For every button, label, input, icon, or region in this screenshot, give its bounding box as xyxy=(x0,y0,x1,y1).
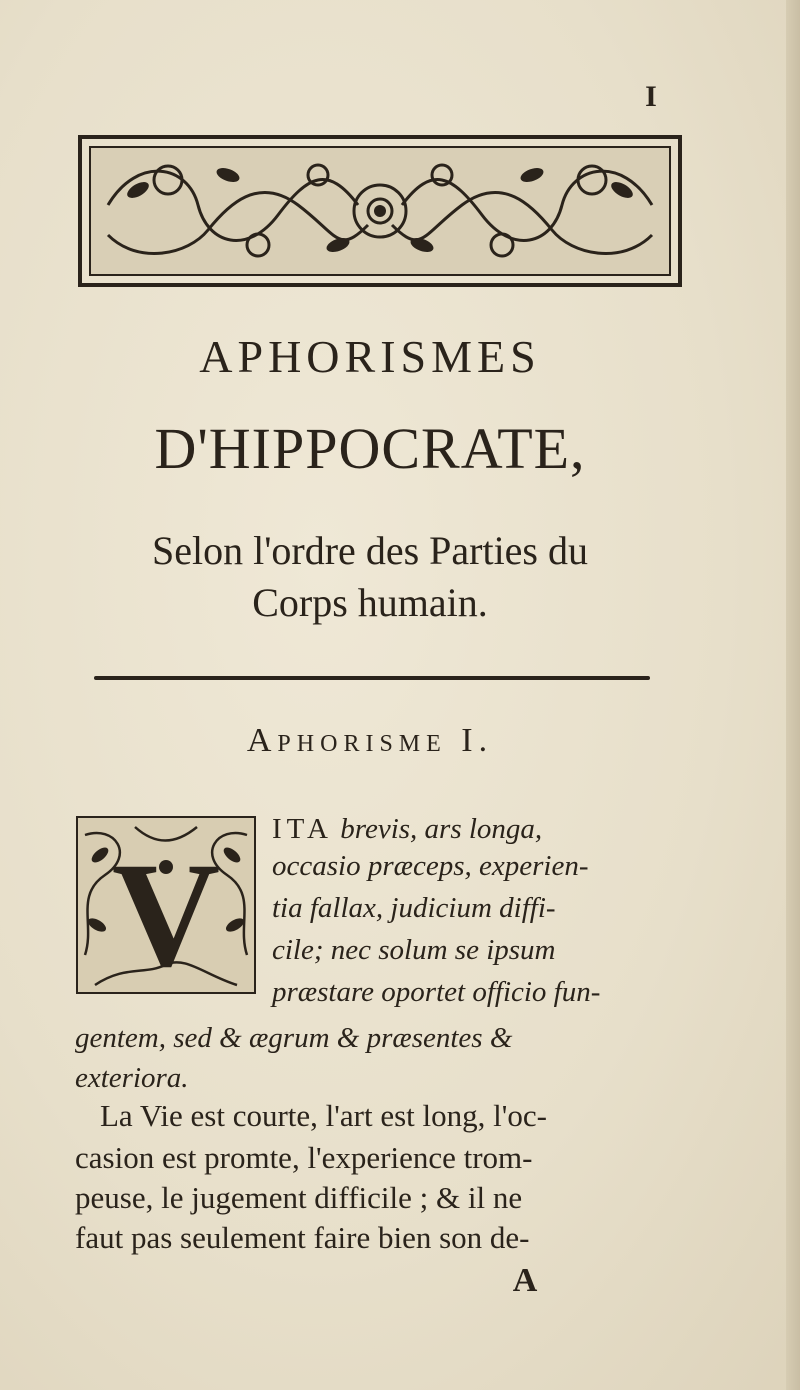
latin-line-6: exteriora. xyxy=(75,1062,189,1094)
latin-line-3: cile; nec solum se ipsum xyxy=(272,934,556,966)
latin-line-0 xyxy=(272,808,662,850)
latin-opening-rest: brevis, ars longa, xyxy=(333,813,543,845)
latin-line-5: gentem, sed & ægrum & præsentes & xyxy=(75,1022,513,1054)
french-line-3: peuse, le jugement difficile ; & il ne xyxy=(75,1180,523,1215)
latin-line-1: occasio præceps, experien- xyxy=(272,850,589,882)
headpiece-ornament xyxy=(78,135,682,287)
aphorism-heading: Aphorisme I. xyxy=(246,722,494,759)
title-line-2: D'HIPPOCRATE, xyxy=(154,416,586,481)
drop-cap-letter: V xyxy=(111,832,221,995)
french-line-4: faut pas seulement faire bien son de- xyxy=(75,1220,530,1255)
title-line-1: APHORISMES xyxy=(199,331,541,382)
latin-opening-word: ITA xyxy=(272,813,333,845)
drop-cap-initial xyxy=(75,815,257,995)
french-line-2: casion est promte, l'experience trom- xyxy=(75,1140,533,1175)
subtitle xyxy=(60,525,680,629)
signature-mark: A xyxy=(512,1262,538,1299)
section-rule xyxy=(94,676,650,680)
latin-line-4: præstare oportet officio fun- xyxy=(272,976,601,1008)
latin-line-2: tia fallax, judicium diffi- xyxy=(272,892,556,924)
page-number: I xyxy=(645,80,657,113)
page-edge xyxy=(786,0,800,1390)
subtitle-line-1: Selon l'ordre des Parties du xyxy=(151,528,588,573)
french-line-1: La Vie est courte, l'art est long, l'oc- xyxy=(100,1098,547,1133)
subtitle-line-2: Corps humain. xyxy=(252,580,488,625)
